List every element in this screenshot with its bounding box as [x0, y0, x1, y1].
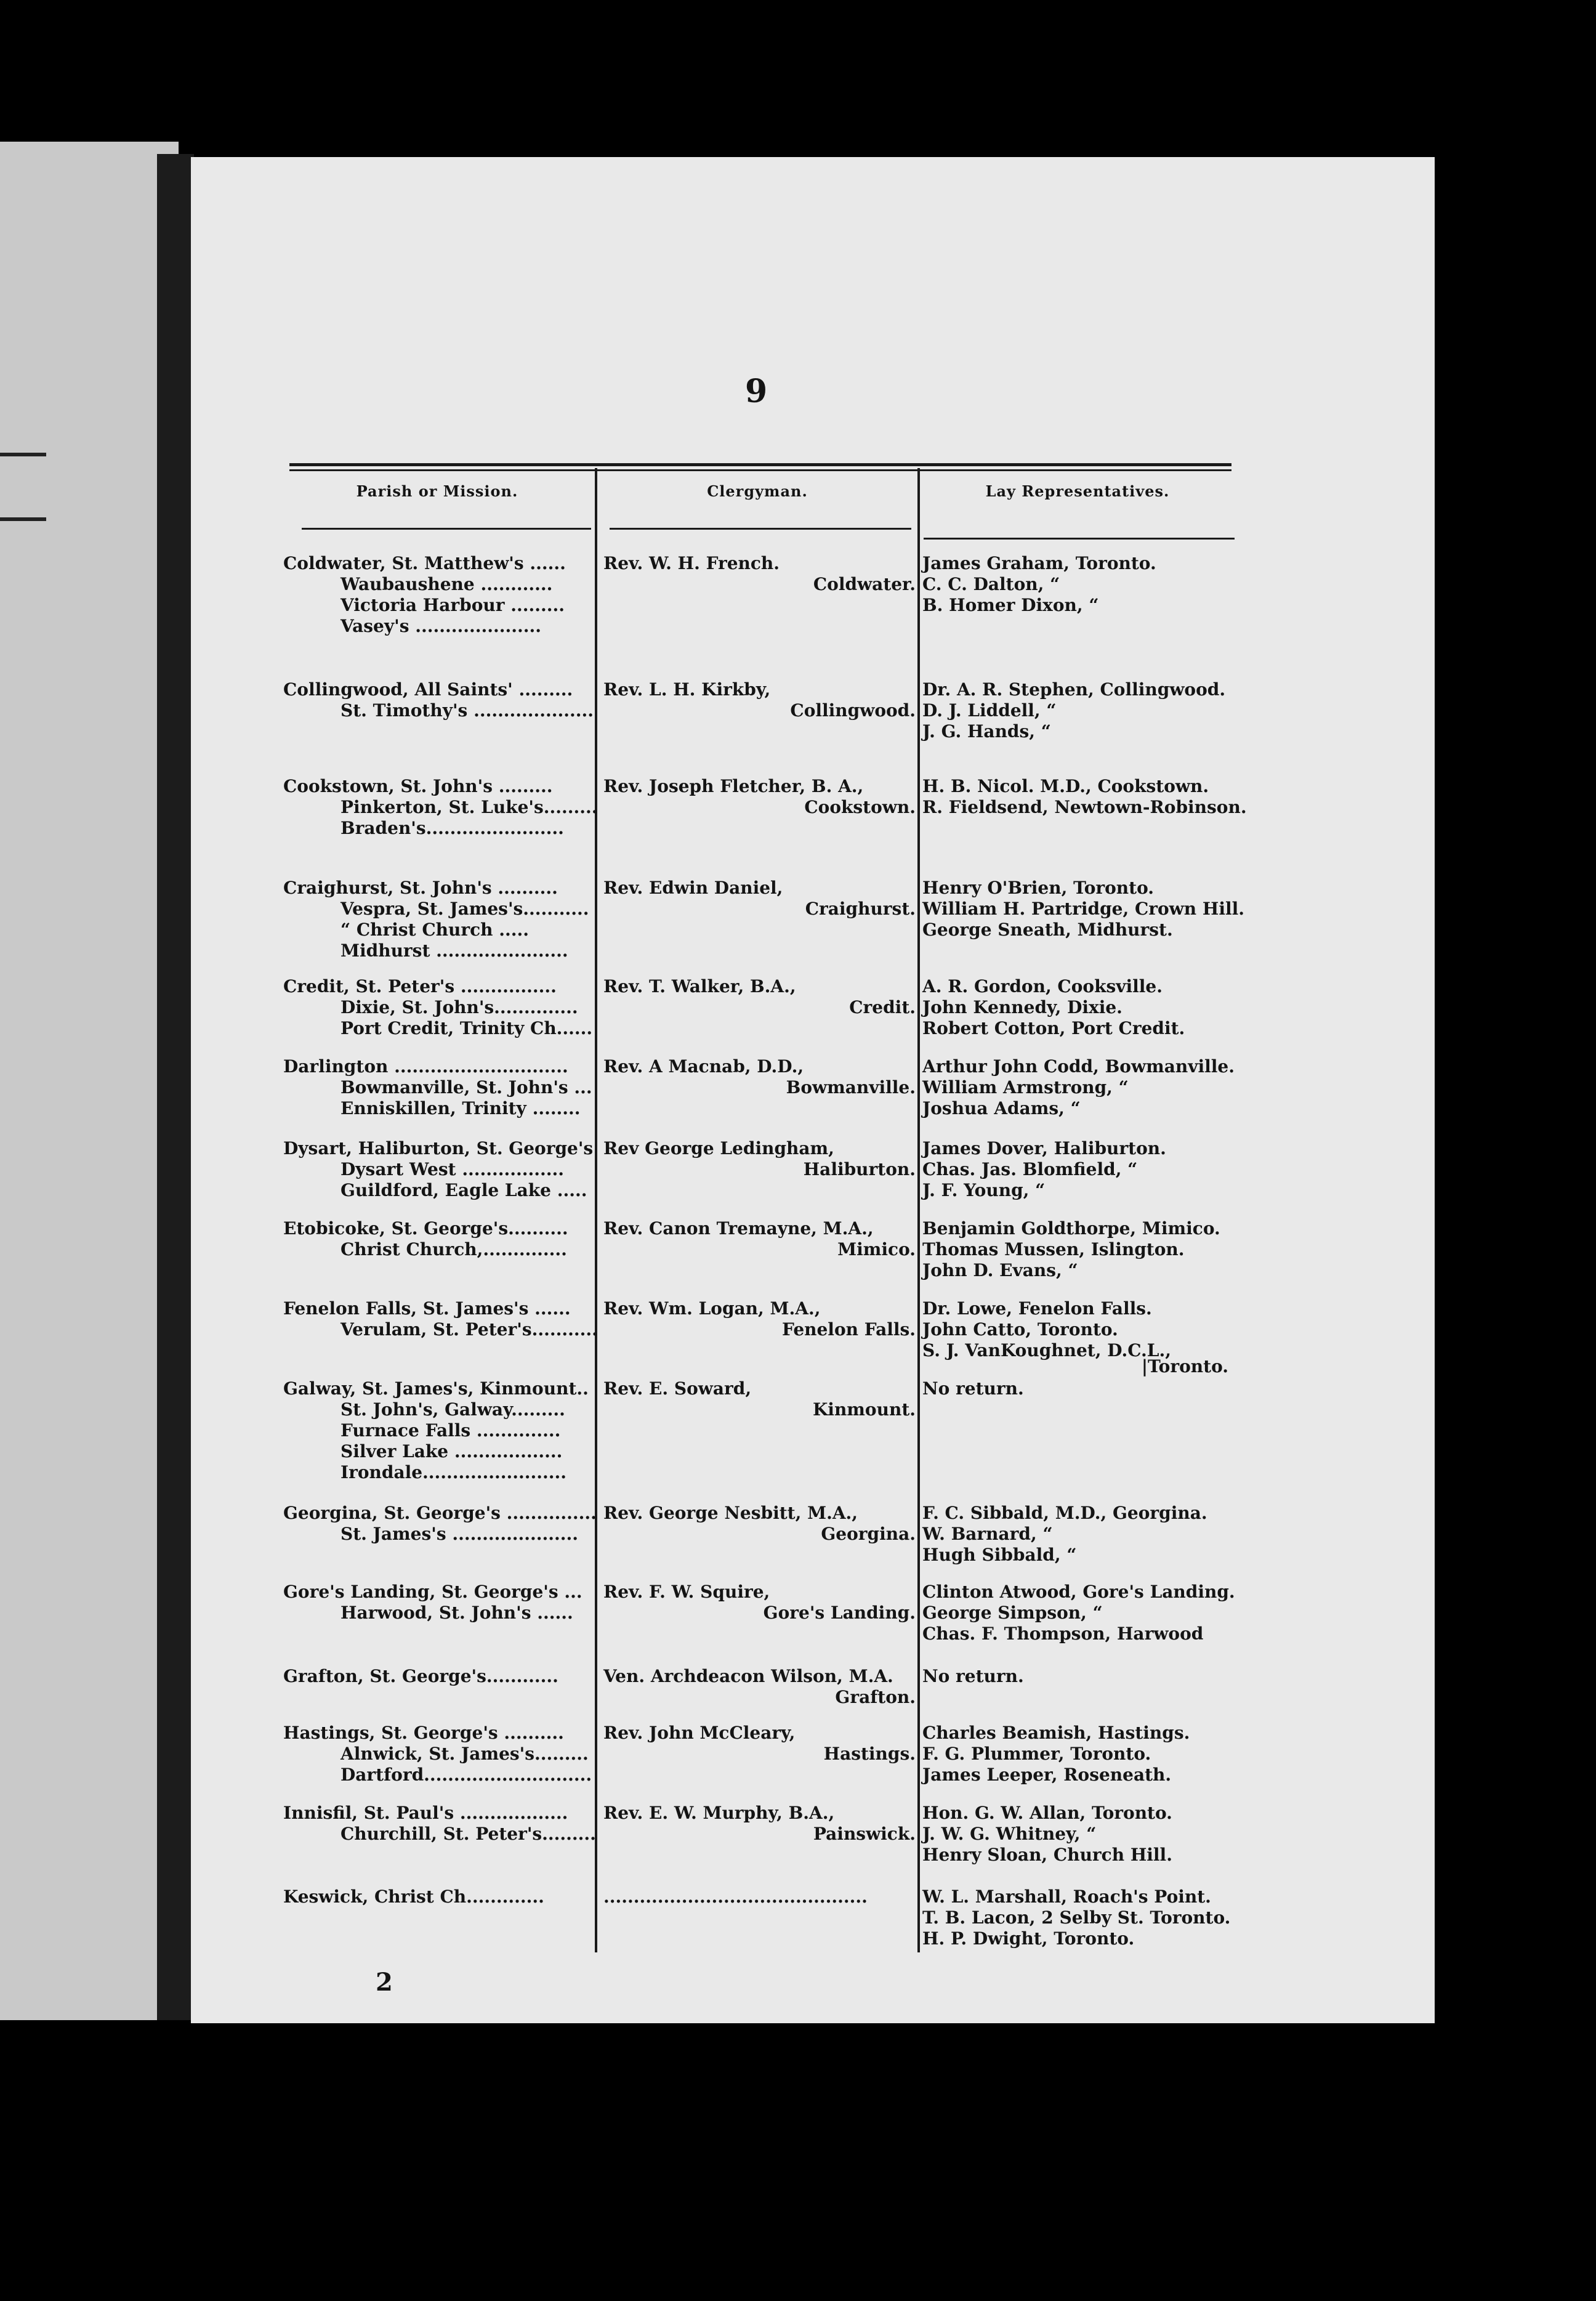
- lay-representative: Hon. G. W. Allan, Toronto.: [922, 1803, 1172, 1823]
- lay-representative: Benjamin Goldthorpe, Mimico.: [922, 1218, 1220, 1239]
- clergyman-location: Grafton.: [835, 1687, 916, 1707]
- lay-representative: Chas. Jas. Blomfield, “: [922, 1159, 1138, 1179]
- parish-sub-station: Midhurst ......................: [341, 940, 568, 961]
- parish-name: Galway, St. James's, Kinmount..: [283, 1378, 589, 1399]
- lay-representative: D. J. Liddell, “: [922, 700, 1057, 721]
- clergyman-name: Rev. E. W. Murphy, B.A.,: [603, 1803, 835, 1823]
- parish-sub-station: Pinkerton, St. Luke's.........: [341, 797, 598, 817]
- lay-representative: John Catto, Toronto.: [922, 1319, 1118, 1340]
- lay-representative: H. B. Nicol. M.D., Cookstown.: [922, 776, 1209, 796]
- parish-name: Credit, St. Peter's ................: [283, 976, 557, 997]
- lay-representative: B. Homer Dixon, “: [922, 595, 1099, 615]
- parish-sub-station: Irondale........................: [341, 1462, 567, 1482]
- header-double-rule-top: [289, 463, 1231, 466]
- lay-representative: Thomas Mussen, Islington.: [922, 1239, 1185, 1260]
- clergyman-location: Mimico.: [837, 1239, 916, 1260]
- parish-sub-station: Vespra, St. James's...........: [341, 899, 589, 919]
- clergyman-name: Rev. Wm. Logan, M.A.,: [603, 1298, 821, 1319]
- clergyman-location: Credit.: [849, 997, 916, 1017]
- clergyman-location: Hastings.: [823, 1744, 916, 1764]
- facing-page-rule: [0, 517, 46, 521]
- header-underline: [302, 528, 591, 530]
- page-number: 9: [745, 373, 768, 410]
- clergyman-name: Rev. Canon Tremayne, M.A.,: [603, 1218, 874, 1239]
- lay-representative: No return.: [922, 1666, 1024, 1686]
- lay-representative: H. P. Dwight, Toronto.: [922, 1928, 1135, 1949]
- parish-sub-station: Furnace Falls ..............: [341, 1420, 561, 1441]
- lay-representative: James Graham, Toronto.: [922, 553, 1156, 573]
- lay-representative: John D. Evans, “: [922, 1260, 1078, 1280]
- facing-page-edge: [0, 142, 179, 2020]
- parish-name: Gore's Landing, St. George's ...: [283, 1582, 582, 1602]
- parish-sub-station: St. Timothy's ....................: [341, 700, 594, 721]
- clergyman-location: Craighurst.: [805, 899, 916, 919]
- lay-representative: Joshua Adams, “: [922, 1098, 1081, 1118]
- lay-representative: Chas. F. Thompson, Harwood: [922, 1624, 1204, 1644]
- lay-representative: John Kennedy, Dixie.: [922, 997, 1122, 1017]
- parish-name: Hastings, St. George's ..........: [283, 1723, 564, 1743]
- parish-name: Darlington .............................: [283, 1056, 568, 1077]
- parish-name: Cookstown, St. John's .........: [283, 776, 553, 796]
- lay-representative-continuation: |Toronto.: [1141, 1356, 1228, 1377]
- header-underline: [924, 538, 1235, 540]
- lay-representative: Charles Beamish, Hastings.: [922, 1723, 1190, 1743]
- parish-sub-station: Dixie, St. John's..............: [341, 997, 578, 1017]
- lay-representative: A. R. Gordon, Cooksville.: [922, 976, 1163, 997]
- parish-name: Georgina, St. George's ...............: [283, 1503, 597, 1523]
- parish-name: Innisfil, St. Paul's ..................: [283, 1803, 568, 1823]
- lay-representative: T. B. Lacon, 2 Selby St. Toronto.: [922, 1907, 1231, 1928]
- clergyman-location: Georgina.: [821, 1524, 916, 1544]
- clergyman-location: Coldwater.: [813, 574, 916, 594]
- clergyman-name: Rev. L. H. Kirkby,: [603, 679, 771, 700]
- parish-sub-station: Alnwick, St. James's.........: [341, 1744, 589, 1764]
- parish-name: Dysart, Haliburton, St. George's: [283, 1138, 594, 1159]
- clergyman-location: Painswick.: [813, 1824, 916, 1844]
- clergyman-location: Gore's Landing.: [763, 1603, 916, 1623]
- clergyman-name: ............................................: [603, 1886, 868, 1907]
- lay-representative: Henry O'Brien, Toronto.: [922, 878, 1155, 898]
- parish-sub-station: Verulam, St. Peter's...........: [341, 1319, 598, 1340]
- lay-representative: Arthur John Codd, Bowmanville.: [922, 1056, 1235, 1077]
- parish-sub-station: Victoria Harbour .........: [341, 595, 565, 615]
- parish-sub-station: St. John's, Galway.........: [341, 1399, 565, 1420]
- clergyman-name: Rev. W. H. French.: [603, 553, 780, 573]
- parish-name: Fenelon Falls, St. James's ......: [283, 1298, 571, 1319]
- clergyman-name: Rev. Edwin Daniel,: [603, 878, 783, 898]
- parish-sub-station: Guildford, Eagle Lake .....: [341, 1180, 587, 1200]
- parish-sub-station: Harwood, St. John's ......: [341, 1603, 573, 1623]
- clergyman-name: Rev. T. Walker, B.A.,: [603, 976, 796, 997]
- parish-sub-station: Christ Church,..............: [341, 1239, 567, 1260]
- lay-representative: S. J. VanKoughnet, D.C.L.,: [922, 1340, 1171, 1361]
- column-header-clergyman: Clergyman.: [707, 482, 808, 500]
- signature-number: 2: [376, 1968, 393, 1997]
- lay-representative: James Leeper, Roseneath.: [922, 1765, 1172, 1785]
- parish-name: Grafton, St. George's............: [283, 1666, 558, 1686]
- clergyman-location: Haliburton.: [803, 1159, 916, 1179]
- parish-sub-station: Churchill, St. Peter's.........: [341, 1824, 596, 1844]
- parish-sub-station: Bowmanville, St. John's ...: [341, 1077, 592, 1098]
- lay-representative: William Armstrong, “: [922, 1077, 1129, 1098]
- lay-representative: Hugh Sibbald, “: [922, 1545, 1077, 1565]
- column-divider: [595, 468, 597, 1952]
- parish-sub-station: Dysart West .................: [341, 1159, 565, 1179]
- lay-representative: F. C. Sibbald, M.D., Georgina.: [922, 1503, 1207, 1523]
- parish-sub-station: Port Credit, Trinity Ch......: [341, 1018, 593, 1038]
- clergyman-location: Collingwood.: [790, 700, 916, 721]
- column-header-parish: Parish or Mission.: [356, 482, 518, 500]
- facing-page-rule: [0, 453, 46, 456]
- clergyman-name: Rev. A Macnab, D.D.,: [603, 1056, 804, 1077]
- lay-representative: George Sneath, Midhurst.: [922, 920, 1173, 940]
- parish-sub-station: Enniskillen, Trinity ........: [341, 1098, 581, 1118]
- lay-representative: Henry Sloan, Church Hill.: [922, 1845, 1172, 1865]
- clergyman-location: Cookstown.: [804, 797, 916, 817]
- parish-sub-station: Silver Lake ..................: [341, 1441, 563, 1462]
- lay-representative: J. W. G. Whitney, “: [922, 1824, 1097, 1844]
- clergyman-location: Bowmanville.: [786, 1077, 916, 1098]
- lay-representative: James Dover, Haliburton.: [922, 1138, 1166, 1159]
- parish-sub-station: Waubaushene ............: [341, 574, 553, 594]
- lay-representative: No return.: [922, 1378, 1024, 1399]
- lay-representative: Dr. Lowe, Fenelon Falls.: [922, 1298, 1152, 1319]
- column-divider: [917, 468, 920, 1952]
- lay-representative: R. Fieldsend, Newtown-Robinson.: [922, 797, 1247, 817]
- lay-representative: W. Barnard, “: [922, 1524, 1053, 1544]
- column-header-lay-representatives: Lay Representatives.: [985, 482, 1170, 500]
- lay-representative: Robert Cotton, Port Credit.: [922, 1018, 1185, 1038]
- parish-name: Collingwood, All Saints' .........: [283, 679, 573, 700]
- book-gutter: [157, 154, 194, 2020]
- parish-sub-station: Dartford............................: [341, 1765, 592, 1785]
- lay-representative: Clinton Atwood, Gore's Landing.: [922, 1582, 1235, 1602]
- header-underline: [610, 528, 911, 530]
- clergyman-name: Rev George Ledingham,: [603, 1138, 834, 1159]
- lay-representative: Dr. A. R. Stephen, Collingwood.: [922, 679, 1226, 700]
- parish-name: Keswick, Christ Ch.............: [283, 1886, 544, 1907]
- lay-representative: William H. Partridge, Crown Hill.: [922, 899, 1244, 919]
- clergyman-name: Rev. E. Soward,: [603, 1378, 752, 1399]
- parish-sub-station: Vasey's .....................: [341, 616, 541, 636]
- parish-name: Coldwater, St. Matthew's ......: [283, 553, 566, 573]
- parish-sub-station: “ Christ Church .....: [341, 920, 529, 940]
- clergyman-name: Rev. Joseph Fletcher, B. A.,: [603, 776, 864, 796]
- lay-representative: W. L. Marshall, Roach's Point.: [922, 1886, 1211, 1907]
- lay-representative: George Simpson, “: [922, 1603, 1103, 1623]
- lay-representative: F. G. Plummer, Toronto.: [922, 1744, 1151, 1764]
- clergyman-name: Ven. Archdeacon Wilson, M.A.: [603, 1666, 893, 1686]
- parish-name: Craighurst, St. John's ..........: [283, 878, 558, 898]
- parish-sub-station: Braden's.......................: [341, 818, 564, 838]
- clergyman-name: Rev. F. W. Squire,: [603, 1582, 770, 1602]
- parish-name: Etobicoke, St. George's..........: [283, 1218, 568, 1239]
- clergyman-location: Fenelon Falls.: [781, 1319, 916, 1340]
- clergyman-name: Rev. John McCleary,: [603, 1723, 796, 1743]
- clergyman-name: Rev. George Nesbitt, M.A.,: [603, 1503, 858, 1523]
- lay-representative: J. F. Young, “: [922, 1180, 1046, 1200]
- lay-representative: J. G. Hands, “: [922, 721, 1051, 742]
- clergyman-location: Kinmount.: [812, 1399, 916, 1420]
- header-double-rule-bottom: [289, 469, 1231, 471]
- lay-representative: C. C. Dalton, “: [922, 574, 1060, 594]
- parish-sub-station: St. James's .....................: [341, 1524, 579, 1544]
